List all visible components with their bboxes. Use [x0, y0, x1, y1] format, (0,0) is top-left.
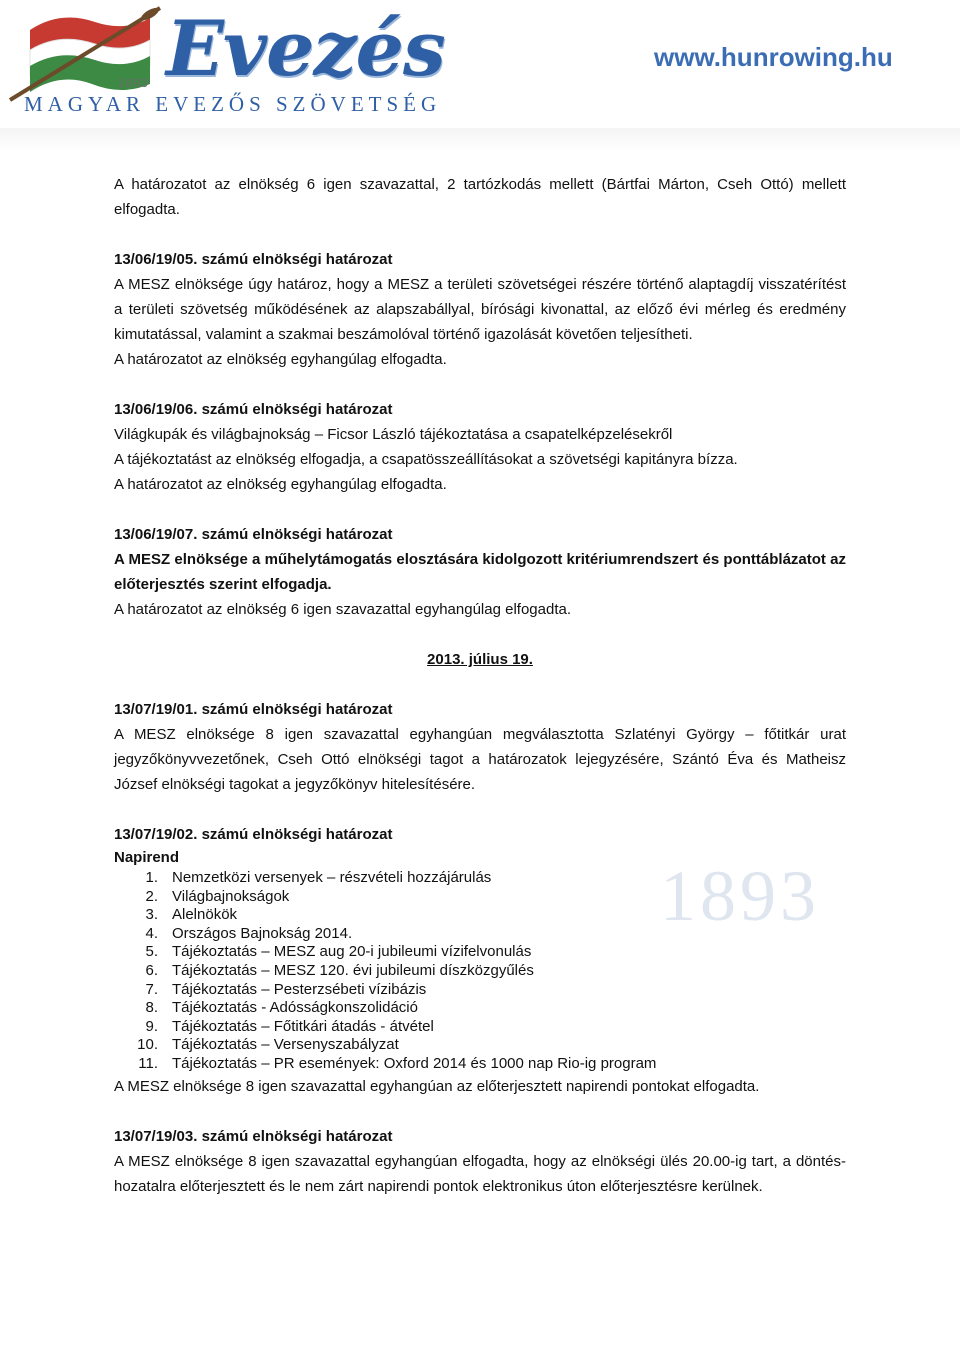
watermark-year: 1893: [660, 856, 820, 936]
resolution-result: A határozatot az elnökség 6 igen szavazattal egyhangúlag elfogadta.: [114, 601, 571, 618]
resolution-body: A MESZ elnöksége 8 igen szavazattal egyhangúan elfogadta, hogy az elnökségi ülés 20.00-ig tart, a döntés-hozatalra előterjesztett és le nem zárt napirendi pontok elektronikus úton előterjesztésre kerülnek.: [114, 1152, 846, 1195]
resolution-title: 13/06/19/06. számú elnökségi határozat: [114, 401, 393, 418]
agenda-heading: Napirend: [114, 849, 180, 866]
page-header: [0, 0, 960, 150]
resolution-title: 13/06/19/07. számú elnökségi határozat: [114, 526, 393, 543]
resolution-result: A határozatot az elnökség egyhangúlag elfogadta.: [114, 351, 447, 368]
logo-year: 1893: [118, 76, 149, 90]
list-item: 5. Tájékoztatás – MESZ aug 20-i jubileumi vízifelvonulás: [145, 943, 532, 961]
resolution-result: A MESZ elnöksége 8 igen szavazattal egyhangúan az előterjesztett napirendi pontokat elfogadta.: [114, 1077, 760, 1095]
list-item: 8. Tájékoztatás - Adósságkonszolidáció: [145, 999, 418, 1017]
list-item: 3. Alelnökök: [145, 906, 238, 924]
list-item: 4. Országos Bajnokság 2014.: [145, 924, 353, 942]
list-item: 7. Tájékoztatás – Pesterzsébeti vízibázis: [145, 980, 427, 998]
document-body: [114, 172, 846, 1199]
resolution-body: A MESZ elnöksége úgy határoz, hogy a MESZ a területi szövetségei részére történő alaptagdíj visszatérítést a területi szövetség működésének az alapszabállyal, bírósági kivonattal, az előző évi mérleg és eredmény kimutatással, valamint a szakmai beszámolóval történő igazolását követően teljesítheti.: [114, 276, 846, 343]
resolution-title: 13/07/19/02. számú elnökségi határozat: [114, 826, 393, 843]
resolution-body: Világkupák és világbajnokság – Ficsor László tájékoztatása a csapatelképzelésekről: [114, 426, 673, 443]
list-item: 9. Tájékoztatás – Főtitkári átadás - átvétel: [145, 1017, 434, 1035]
logo-wordmark: Evezés: [166, 4, 445, 93]
resolution-result: A határozatot az elnökség egyhangúlag elfogadta.: [114, 476, 447, 493]
list-item: 6. Tájékoztatás – MESZ 120. évi jubileumi díszközgyűlés: [145, 961, 534, 979]
list-item: 1. Nemzetközi versenyek – részvételi hozzájárulás: [145, 869, 492, 886]
agenda-list: [114, 869, 846, 1074]
resolution-title: 13/06/19/05. számú elnökségi határozat: [114, 251, 393, 268]
list-item: 10. Tájékoztatás – Versenyszabályzat: [137, 1036, 399, 1054]
paragraph-vote-result: A határozatot az elnökség 6 igen szavazattal, 2 tartózkodás mellett (Bártfai Márton, Cseh Ottó) mellett elfogadta.: [114, 176, 846, 218]
organization-name: MAGYAR EVEZŐS SZÖVETSÉG: [24, 92, 442, 116]
website-url[interactable]: www.hunrowing.hu: [654, 42, 893, 72]
resolution-title: 13/07/19/03. számú elnökségi határozat: [114, 1127, 393, 1145]
resolution-body: A MESZ elnöksége 8 igen szavazattal egyhangúan megválasztotta Szlatényi György – főtitkár urat jegyzőkönyvvezetőnek, Cseh Ottó elnökségi tagot a határozatok lejegyzésére, Szántó Éva és Matheisz József elnökségi tagokat a jegyzőkönyv hitelesítésére.: [114, 726, 846, 793]
list-item: 11. Tájékoztatás – PR események: Oxford 2014 és 1000 nap Rio-ig program: [138, 1054, 657, 1072]
resolution-body: A MESZ elnöksége a műhelytámogatás elosztására kidolgozott kritériumrendszert és ponttáblázatot az előterjesztés szerint elfogadja.: [114, 551, 846, 593]
resolution-title: 13/07/19/01. számú elnökségi határozat: [114, 701, 393, 718]
date-heading: 2013. július 19.: [427, 651, 533, 668]
header-band: [0, 128, 960, 150]
list-item: 2. Világbajnokságok: [145, 887, 290, 905]
resolution-body: A tájékoztatást az elnökség elfogadja, a csapatösszeállításokat a szövetségi kapitányra bízza.: [114, 451, 738, 468]
